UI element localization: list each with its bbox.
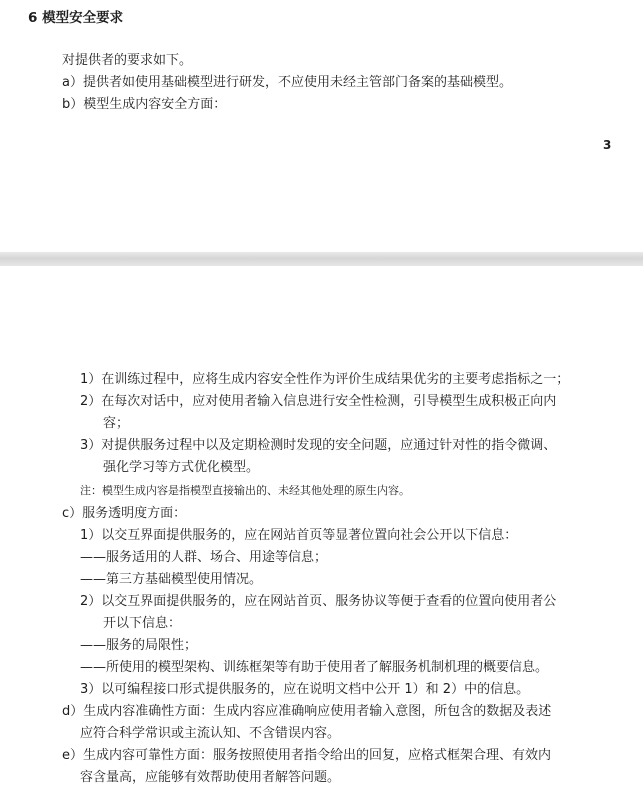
item-b-3-line2: 强化学习等方式优化模型。	[103, 460, 260, 475]
item-d-line2: 应符合科学常识或主流认知、不含错误内容。	[80, 726, 341, 741]
item-c-1-dash-a: ——服务适用的人群、场合、用途等信息；	[80, 550, 328, 565]
item-c-2-line1: 2）以交互界面提供服务的，应在网站首页、服务协议等便于查看的位置向使用者公	[80, 594, 557, 609]
section-title: 6 模型安全要求	[28, 10, 124, 26]
item-b: b）模型生成内容安全方面：	[62, 97, 227, 112]
page-number: 3	[603, 138, 612, 152]
item-b-3-line1: 3）对提供服务过程中以及定期检测时发现的安全问题，应通过针对性的指令微调、	[80, 438, 557, 453]
document-page-bottom	[0, 266, 643, 790]
item-a: a）提供者如使用基础模型进行研发，不应使用未经主管部门备案的基础模型。	[62, 75, 512, 90]
item-c: c）服务透明度方面：	[62, 506, 187, 521]
page-separator	[0, 252, 643, 266]
item-b-1: 1）在训练过程中，应将生成内容安全性作为评价生成结果优劣的主要考虑指标之一；	[80, 372, 570, 387]
note-text: 注：模型生成内容是指模型直接输出的、未经其他处理的原生内容。	[80, 484, 410, 497]
item-e-line2: 容含量高，应能够有效帮助使用者解答问题。	[80, 770, 341, 785]
item-c-1-dash-b: ——第三方基础模型使用情况。	[80, 572, 263, 587]
item-b-2-line1: 2）在每次对话中，应对使用者输入信息进行安全性检测，引导模型生成积极正向内	[80, 394, 557, 409]
item-c-2-line2: 开以下信息：	[103, 616, 182, 631]
item-c-3: 3）以可编程接口形式提供服务的，应在说明文档中公开 1）和 2）中的信息。	[80, 682, 530, 697]
item-c-2-dash-a: ——服务的局限性；	[80, 638, 198, 653]
item-b-2-line2: 容；	[103, 416, 130, 431]
item-d-line1: d）生成内容准确性方面：生成内容应准确响应使用者输入意图，所包含的数据及表述	[62, 704, 552, 719]
item-c-1: 1）以交互界面提供服务的，应在网站首页等显著位置向社会公开以下信息：	[80, 528, 518, 543]
item-c-2-dash-b: ——所使用的模型架构、训练框架等有助于使用者了解服务机制机理的概要信息。	[80, 660, 549, 675]
intro-text: 对提供者的要求如下。	[62, 53, 193, 68]
item-e-line1: e）生成内容可靠性方面：服务按照使用者指令给出的回复，应格式框架合理、有效内	[62, 748, 551, 763]
document-page-top	[0, 0, 643, 252]
